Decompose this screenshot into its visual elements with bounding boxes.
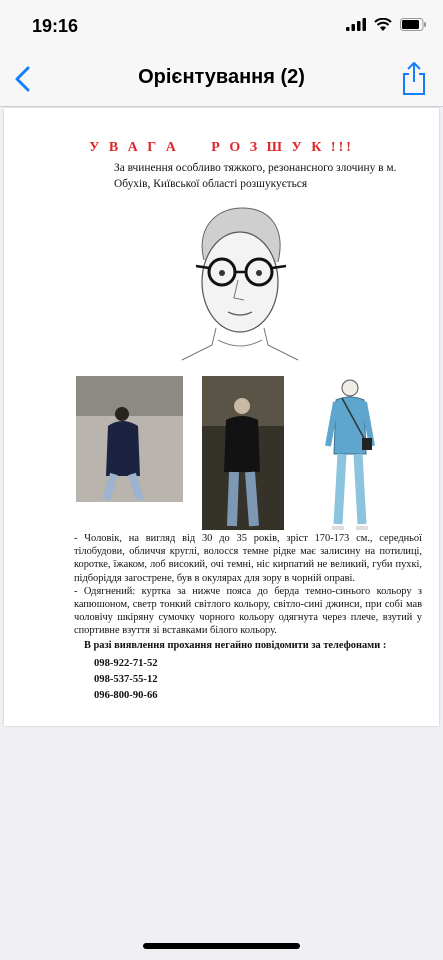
status-bar bbox=[0, 0, 443, 52]
phone-list bbox=[94, 656, 158, 705]
cctv-photo-1 bbox=[76, 376, 183, 502]
battery-icon bbox=[400, 18, 427, 31]
wifi-icon bbox=[374, 18, 392, 31]
wanted-notice-document[interactable] bbox=[4, 108, 439, 726]
report-instructions: В разі виявлення прохання негайно повідомити за телефонами : bbox=[84, 640, 387, 651]
status-icons bbox=[346, 18, 427, 31]
status-time: 19:16 bbox=[32, 16, 79, 36]
suspect-clothing-drawing bbox=[322, 376, 382, 534]
share-button[interactable] bbox=[399, 60, 429, 96]
navigation-bar bbox=[0, 52, 443, 107]
suspect-description bbox=[74, 532, 422, 638]
phone-number[interactable]: 098-922-71-52 bbox=[94, 658, 158, 669]
headline: У В А Г А Р О З Ш У К !!! bbox=[89, 140, 354, 155]
intro-text: За вчинення особливо тяжкого, резонансного злочину в м. Обухів, Київської області розшукується bbox=[114, 162, 397, 190]
cellular-signal-icon bbox=[346, 18, 366, 31]
phone-number[interactable]: 098-537-55-12 bbox=[94, 674, 158, 686]
suspect-sketch-image bbox=[174, 200, 304, 365]
share-icon bbox=[399, 60, 429, 96]
home-indicator[interactable] bbox=[143, 943, 300, 949]
page-title: Орієнтування (2) bbox=[138, 66, 305, 88]
description-appearance: - Чоловік, на вигляд від 30 до 35 років, зріст 170-173 см., середньої тілобудови, обличчя круглі, волосся темне рідке має залисину на потилиці, коротке, їжаком, лоб високий, очі темні, ніс кирпатий не великий, губи пухкі, підборіддя загострене, був в окулярах для зору в чорній оправі. bbox=[74, 533, 422, 584]
cctv-photo-2 bbox=[202, 376, 284, 530]
description-clothing: - Одягнений: куртка за нижче пояса до берда темно-синього кольору з капюшоном, светр тонкий світлого кольору, світло-сині джинси, при собі мав чоловічу шкіряну сумочку чорного кольору одягнута через плече, взутий у спортивне взуття зі вставками білого кольору. bbox=[74, 585, 422, 637]
phone-number[interactable]: 096-800-90-66 bbox=[94, 690, 158, 702]
